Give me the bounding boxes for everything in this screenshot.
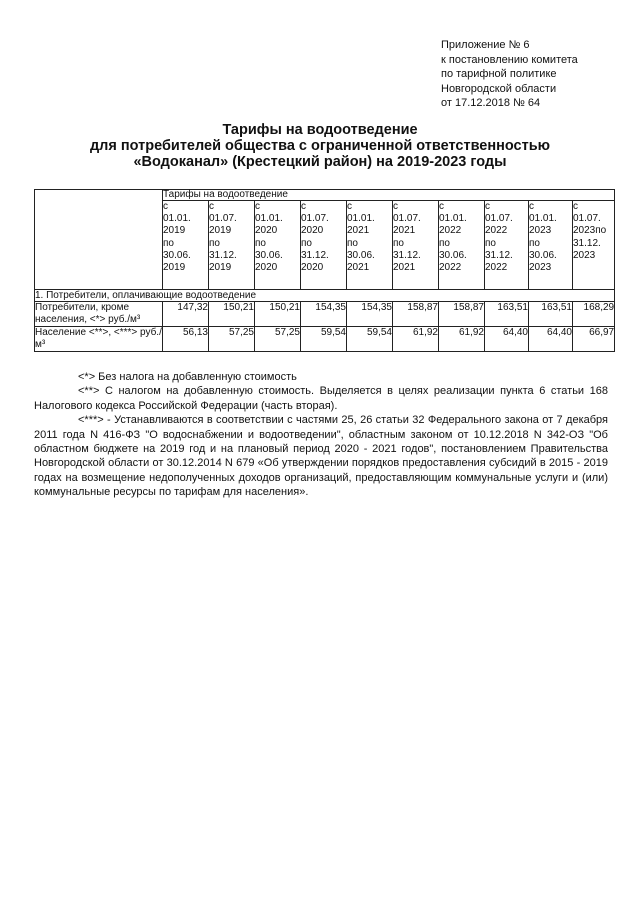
period-header-cell xyxy=(573,201,615,290)
period-line: с xyxy=(255,201,260,212)
appendix-line: от 17.12.2018 № 64 xyxy=(441,97,541,109)
period-line: с xyxy=(393,201,398,212)
period-line: с xyxy=(301,201,306,212)
row-label: Население <**>, <***> руб./м³ xyxy=(35,327,162,350)
period-line: 2022 xyxy=(439,262,462,274)
tariff-value-cell: 158,87 xyxy=(439,302,485,327)
period-header-cell xyxy=(529,201,573,290)
title-line: Тарифы на водоотведение xyxy=(222,122,418,138)
period-line: 01.07. xyxy=(485,213,513,225)
period-line: 2020 xyxy=(255,225,278,237)
tariff-value-cell: 150,21 xyxy=(255,302,301,327)
period-line: 31.12. xyxy=(209,249,237,261)
period-line: 01.01. xyxy=(163,213,191,225)
period-line: 01.07. xyxy=(209,213,237,225)
tariff-value-cell: 163,51 xyxy=(485,302,529,327)
tariff-value-cell: 61,92 xyxy=(393,327,439,352)
footnote-1: <*> Без налога на добавленную стоимость xyxy=(78,371,297,383)
period-line: 01.07. xyxy=(393,213,421,225)
tariff-value-cell: 154,35 xyxy=(301,302,347,327)
tariff-value-cell: 158,87 xyxy=(393,302,439,327)
tariff-value-cell: 163,51 xyxy=(529,302,573,327)
period-line: 01.01. xyxy=(347,213,375,225)
period-line: 2023по xyxy=(573,225,607,237)
table-corner-cell xyxy=(35,190,163,290)
appendix-line: по тарифной политике xyxy=(441,68,557,80)
period-line: 2020 xyxy=(255,262,278,274)
tariff-value-cell: 64,40 xyxy=(485,327,529,352)
tariff-value-cell: 57,25 xyxy=(255,327,301,352)
period-line: по xyxy=(439,237,450,249)
footnote-2: <**> С налогом на добавленную стоимость. Выделяется в целях реализации пункта 6 статьи 168 Налогового кодекса Российской Федерации (часть вторая). xyxy=(34,385,608,412)
period-line: 01.01. xyxy=(529,213,557,225)
period-line: 2022 xyxy=(439,225,462,237)
tariff-value-cell: 56,13 xyxy=(163,327,209,352)
period-line: 2019 xyxy=(209,225,232,237)
period-line: 2019 xyxy=(163,225,186,237)
tariff-value-cell: 59,54 xyxy=(301,327,347,352)
document-title xyxy=(40,122,600,170)
footnote-3: <***> - Устанавливаются в соответствии с частями 25, 26 статьи 32 Федерального закона от 7 декабря 2011 года N 416-ФЗ "О водоснабжении и водоотведении", областным законом от 10.12.2018 N 342-ОЗ "Об областном бюджете на 2019 год и на плановый период 2020 - 2021 годов", постановлением Правительства Новгородской области от 30.12.2014 N 679 «Об утверждении порядков предоставления субсидий в 2015 - 2019 годах на возмещение недополученных доходов организаций, предоставляющим коммунальные услуги и (или) коммунальные ресурсы по тарифам для населения». xyxy=(34,414,608,499)
period-line: 30.06. xyxy=(347,249,375,261)
tariff-value-cell: 66,97 xyxy=(573,327,615,352)
period-line: 01.01. xyxy=(439,213,467,225)
period-line: по xyxy=(347,237,358,249)
period-line: по xyxy=(393,237,404,249)
period-header-cell xyxy=(163,201,209,290)
period-line: 30.06. xyxy=(529,249,557,261)
appendix-line: к постановлению комитета xyxy=(441,53,578,66)
period-line: 01.07. xyxy=(301,213,329,225)
title-line: для потребителей общества с ограниченной ответственностью xyxy=(89,138,551,154)
period-line: по xyxy=(485,237,496,249)
period-header-cell xyxy=(255,201,301,290)
period-header-cell xyxy=(301,201,347,290)
period-line: 2021 xyxy=(393,262,416,274)
period-line: 31.12. xyxy=(573,237,601,249)
period-line: 30.06. xyxy=(163,249,191,261)
period-line: 2019 xyxy=(163,262,186,274)
period-line: по xyxy=(209,237,220,249)
tariff-value-cell: 57,25 xyxy=(209,327,255,352)
period-line: с xyxy=(439,201,444,212)
tariff-value-cell: 147,32 xyxy=(163,302,209,327)
tariff-table xyxy=(34,189,615,352)
period-line: 2020 xyxy=(301,262,324,274)
period-line: 30.06. xyxy=(439,249,467,261)
period-header-cell xyxy=(393,201,439,290)
title-line: «Водоканал» (Крестецкий район) на 2019-2023 годы xyxy=(133,154,507,170)
tariff-value-cell: 150,21 xyxy=(209,302,255,327)
row-label: Потребители, кроме населения, <*> руб./м³ xyxy=(35,302,163,327)
period-header-cell xyxy=(347,201,393,290)
section-header: 1. Потребители, оплачивающие водоотведение xyxy=(35,290,615,302)
period-line: с xyxy=(209,201,214,212)
period-line: 31.12. xyxy=(301,249,329,261)
period-line: 2023 xyxy=(529,262,552,274)
tariff-value-cell: 61,92 xyxy=(439,327,485,352)
period-line: 2023 xyxy=(529,225,552,237)
appendix-line: Новгородской области xyxy=(441,82,557,95)
period-line: 2019 xyxy=(209,262,232,274)
tariff-value-cell: 64,40 xyxy=(529,327,573,352)
period-line: 01.07. xyxy=(573,213,601,225)
period-header-cell xyxy=(439,201,485,290)
period-line: 2023 xyxy=(573,249,596,261)
period-line: 30.06. xyxy=(255,249,283,261)
period-line: 31.12. xyxy=(393,249,421,261)
tariff-value-cell: 59,54 xyxy=(347,327,393,352)
period-line: 2021 xyxy=(393,225,416,237)
period-line: 2021 xyxy=(347,262,370,274)
tariff-group-header: Тарифы на водоотведение xyxy=(163,190,615,201)
period-line: по xyxy=(255,237,266,249)
period-line: 2022 xyxy=(485,225,508,237)
tariff-value-cell: 168,29 xyxy=(573,302,615,327)
period-line: по xyxy=(529,237,540,249)
appendix-reference xyxy=(441,38,631,111)
period-header-cell xyxy=(209,201,255,290)
appendix-line: Приложение № 6 xyxy=(441,39,530,51)
period-line: с xyxy=(529,201,534,212)
period-line: по xyxy=(301,237,312,249)
period-header-cell xyxy=(485,201,529,290)
period-line: 2022 xyxy=(485,262,508,274)
period-line: по xyxy=(163,237,174,249)
period-line: 2020 xyxy=(301,225,324,237)
tariff-value-cell: 154,35 xyxy=(347,302,393,327)
period-line: 01.01. xyxy=(255,213,283,225)
period-line: 31.12. xyxy=(485,249,513,261)
period-line: с xyxy=(573,201,578,212)
period-line: 2021 xyxy=(347,225,370,237)
period-line: с xyxy=(347,201,352,212)
footnotes xyxy=(34,370,608,500)
period-line: с xyxy=(485,201,490,212)
period-line: с xyxy=(163,201,168,212)
